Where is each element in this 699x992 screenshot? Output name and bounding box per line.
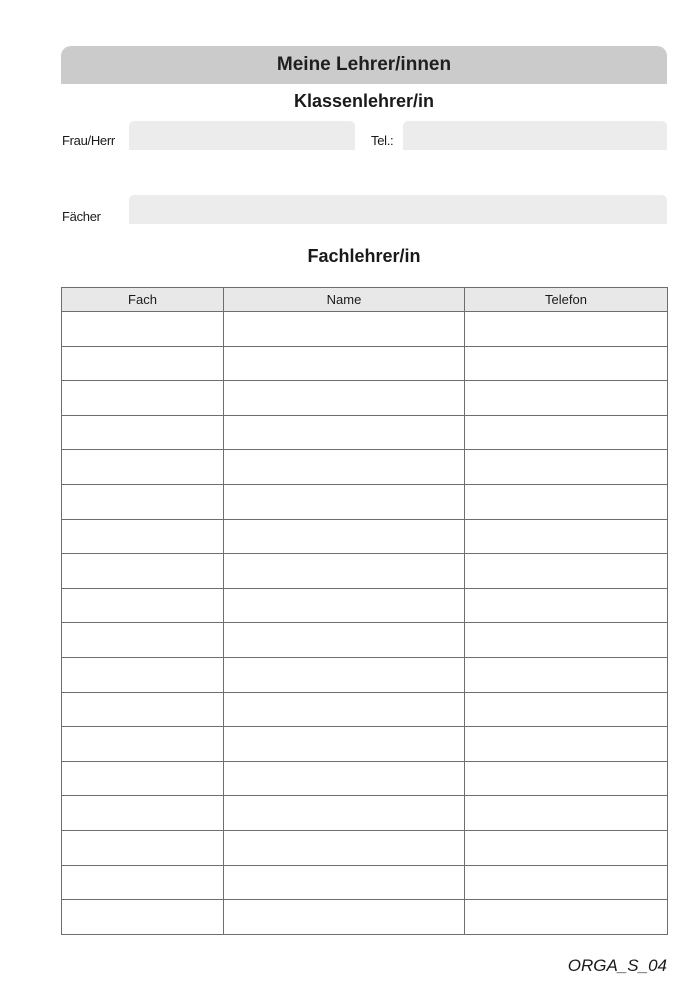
table-row [62, 865, 668, 900]
table-row [62, 623, 668, 658]
table-row [62, 727, 668, 762]
table-row [62, 346, 668, 381]
column-header-subject: Fach [62, 288, 224, 312]
column-header-phone: Telefon [465, 288, 668, 312]
cell-phone[interactable] [465, 346, 668, 381]
table-row [62, 484, 668, 519]
table-row [62, 381, 668, 416]
cell-phone[interactable] [465, 312, 668, 347]
cell-phone[interactable] [465, 588, 668, 623]
table-row [62, 657, 668, 692]
page-title-bar [61, 46, 667, 84]
cell-phone[interactable] [465, 657, 668, 692]
table-row [62, 415, 668, 450]
cell-phone[interactable] [465, 761, 668, 796]
cell-subject[interactable] [62, 900, 224, 935]
cell-subject[interactable] [62, 692, 224, 727]
table-row [62, 692, 668, 727]
subjects-field[interactable] [129, 195, 667, 224]
cell-name[interactable] [224, 692, 465, 727]
cell-subject[interactable] [62, 484, 224, 519]
phone-field[interactable] [403, 121, 667, 150]
cell-subject[interactable] [62, 346, 224, 381]
cell-name[interactable] [224, 865, 465, 900]
cell-name[interactable] [224, 484, 465, 519]
cell-phone[interactable] [465, 796, 668, 831]
class-teacher-heading: Klassenlehrer/in [293, 91, 435, 111]
cell-phone[interactable] [465, 727, 668, 762]
table-row [62, 312, 668, 347]
cell-name[interactable] [224, 519, 465, 554]
cell-phone[interactable] [465, 623, 668, 658]
table-row [62, 450, 668, 485]
cell-name[interactable] [224, 623, 465, 658]
subject-teachers-heading: Fachlehrer/in [307, 246, 421, 266]
column-header-name: Name [224, 288, 465, 312]
cell-subject[interactable] [62, 312, 224, 347]
table-header-row [62, 288, 668, 312]
cell-name[interactable] [224, 727, 465, 762]
cell-name[interactable] [224, 830, 465, 865]
cell-phone[interactable] [465, 450, 668, 485]
cell-subject[interactable] [62, 588, 224, 623]
cell-phone[interactable] [465, 554, 668, 589]
table-row [62, 830, 668, 865]
document-code: ORGA_S_04 [567, 956, 667, 975]
name-label: Frau/Herr [62, 133, 115, 148]
cell-subject[interactable] [62, 796, 224, 831]
cell-name[interactable] [224, 554, 465, 589]
cell-name[interactable] [224, 381, 465, 416]
cell-subject[interactable] [62, 727, 224, 762]
subject-teachers-table [61, 287, 668, 935]
cell-phone[interactable] [465, 415, 668, 450]
cell-name[interactable] [224, 450, 465, 485]
cell-subject[interactable] [62, 761, 224, 796]
cell-subject[interactable] [62, 865, 224, 900]
cell-phone[interactable] [465, 484, 668, 519]
table-row [62, 900, 668, 935]
cell-phone[interactable] [465, 692, 668, 727]
page-title: Meine Lehrer/innen [276, 54, 452, 75]
table-row [62, 796, 668, 831]
cell-subject[interactable] [62, 830, 224, 865]
cell-phone[interactable] [465, 900, 668, 935]
cell-subject[interactable] [62, 554, 224, 589]
cell-name[interactable] [224, 312, 465, 347]
table-row [62, 519, 668, 554]
cell-subject[interactable] [62, 381, 224, 416]
cell-phone[interactable] [465, 865, 668, 900]
cell-phone[interactable] [465, 381, 668, 416]
cell-name[interactable] [224, 761, 465, 796]
subjects-label: Fächer [62, 209, 101, 224]
cell-name[interactable] [224, 657, 465, 692]
table-row [62, 761, 668, 796]
table-row [62, 554, 668, 589]
cell-phone[interactable] [465, 830, 668, 865]
cell-name[interactable] [224, 415, 465, 450]
cell-name[interactable] [224, 796, 465, 831]
cell-name[interactable] [224, 346, 465, 381]
name-field[interactable] [129, 121, 355, 150]
cell-name[interactable] [224, 900, 465, 935]
cell-phone[interactable] [465, 519, 668, 554]
cell-subject[interactable] [62, 657, 224, 692]
phone-label: Tel.: [371, 133, 394, 148]
cell-subject[interactable] [62, 450, 224, 485]
cell-subject[interactable] [62, 623, 224, 658]
cell-subject[interactable] [62, 519, 224, 554]
cell-name[interactable] [224, 588, 465, 623]
cell-subject[interactable] [62, 415, 224, 450]
table-row [62, 588, 668, 623]
